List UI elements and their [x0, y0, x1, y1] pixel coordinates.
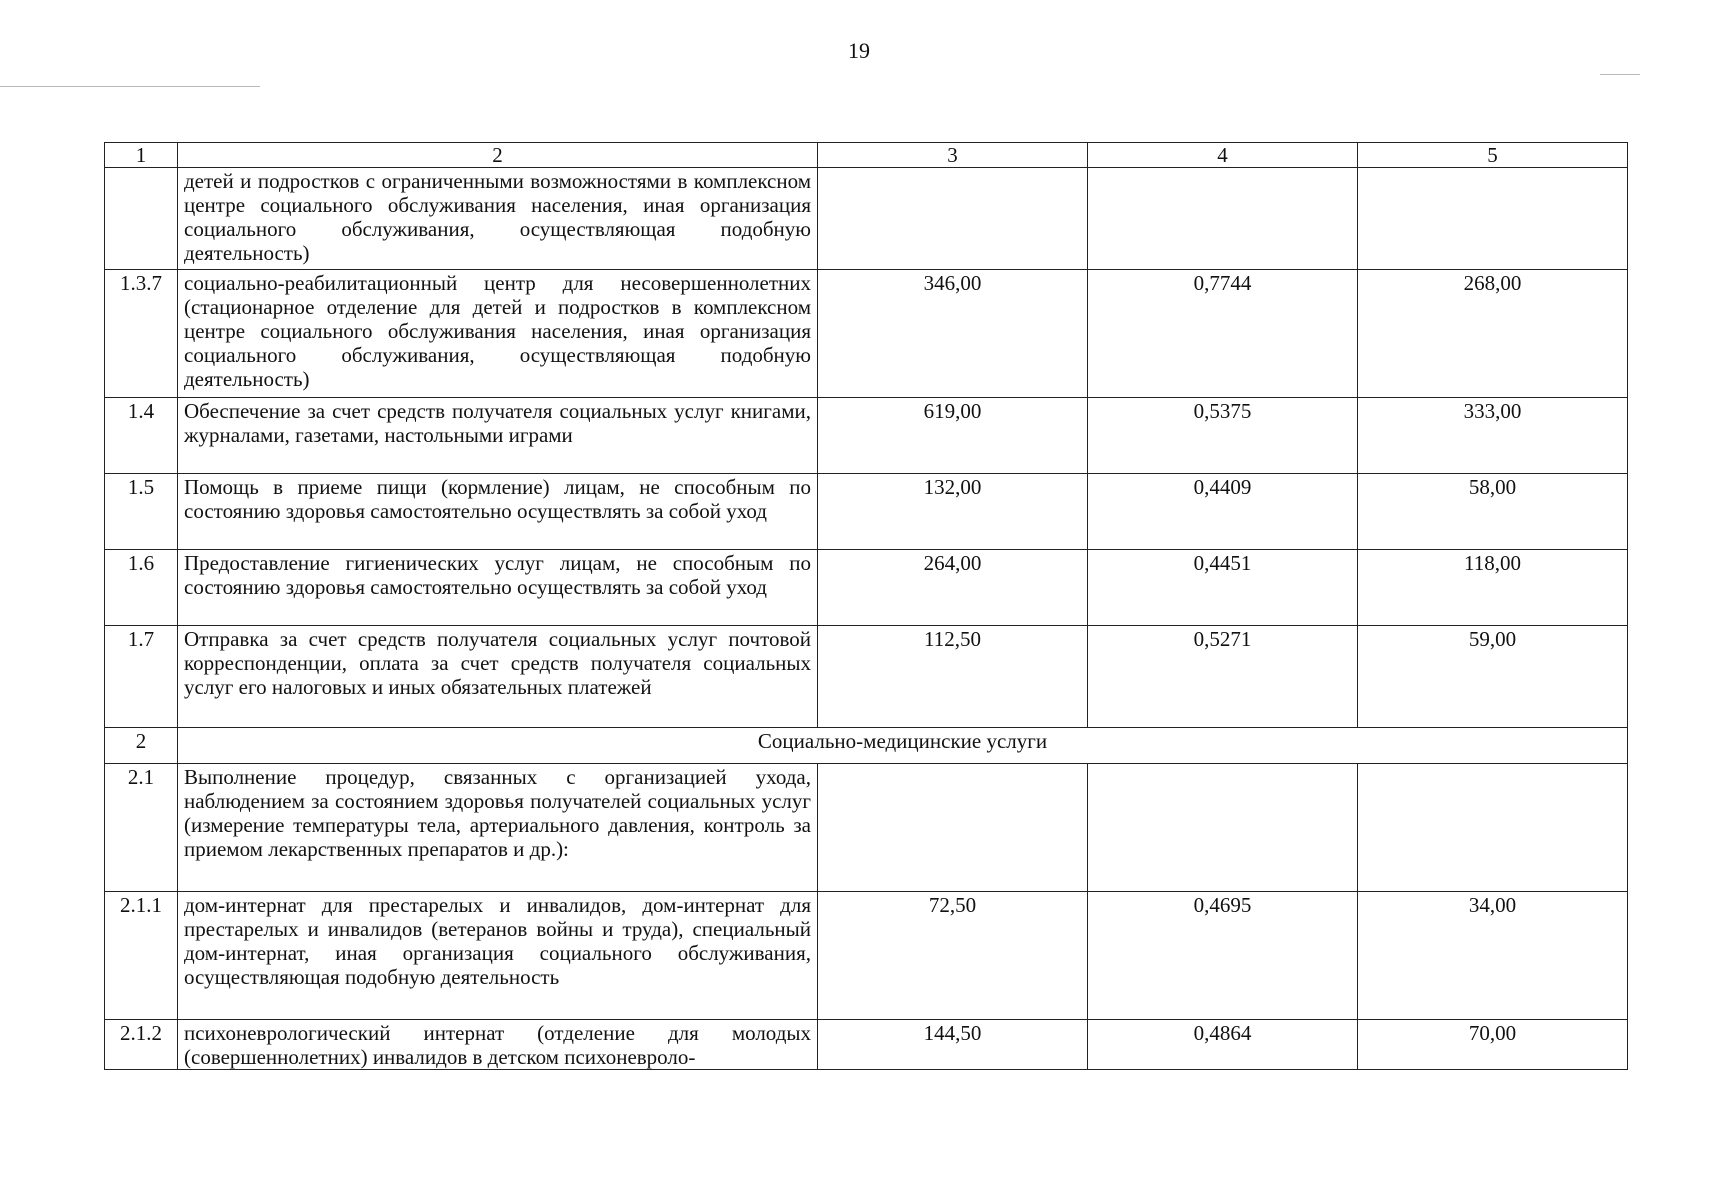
scan-artifact-line — [1600, 74, 1640, 75]
page-number: 19 — [848, 38, 870, 63]
row-number: 2.1.1 — [105, 892, 178, 1020]
row-number: 2.1.2 — [105, 1020, 178, 1070]
table-row — [105, 398, 1628, 474]
row-number: 1.3.7 — [105, 270, 178, 398]
row-value-4 — [1088, 764, 1358, 892]
row-value-3 — [818, 764, 1088, 892]
row-value-5: 268,00 — [1358, 270, 1628, 398]
row-value-4: 0,4864 — [1088, 1020, 1358, 1070]
table-row — [105, 1020, 1628, 1070]
row-value-3: 619,00 — [818, 398, 1088, 474]
row-value-4: 0,7744 — [1088, 270, 1358, 398]
row-number: 1.6 — [105, 550, 178, 626]
row-number: 1.7 — [105, 626, 178, 728]
section-title: Социально-медицинские услуги — [178, 728, 1628, 764]
row-value-4 — [1088, 168, 1358, 270]
row-value-5: 70,00 — [1358, 1020, 1628, 1070]
header-cell: 5 — [1358, 143, 1628, 168]
row-value-3: 112,50 — [818, 626, 1088, 728]
row-value-5 — [1358, 764, 1628, 892]
row-description: психоневрологический интернат (отделение для молодых (совершеннолетних) инвалидов в детском психоневроло- — [178, 1020, 818, 1070]
header-cell: 3 — [818, 143, 1088, 168]
row-value-4: 0,4409 — [1088, 474, 1358, 550]
scan-artifact-line — [0, 86, 260, 87]
table-row — [105, 474, 1628, 550]
row-value-5: 59,00 — [1358, 626, 1628, 728]
table-row — [105, 550, 1628, 626]
header-cell: 1 — [105, 143, 178, 168]
row-value-5: 118,00 — [1358, 550, 1628, 626]
row-value-3 — [818, 168, 1088, 270]
row-value-3: 346,00 — [818, 270, 1088, 398]
row-value-3: 72,50 — [818, 892, 1088, 1020]
row-description: Помощь в приеме пищи (кормление) лицам, не способным по состоянию здоровья самостоятельно осуществлять за собой уход — [178, 474, 818, 550]
row-number: 2.1 — [105, 764, 178, 892]
row-description: детей и подростков с ограниченными возможностями в комплексном центре социального обслуживания населения, иная организация социального обслуживания, осуществляющая подобную деятельность) — [178, 168, 818, 270]
row-number — [105, 168, 178, 270]
section-row — [105, 728, 1628, 764]
header-cell: 2 — [178, 143, 818, 168]
row-value-5: 58,00 — [1358, 474, 1628, 550]
table-row — [105, 892, 1628, 1020]
row-value-3: 144,50 — [818, 1020, 1088, 1070]
row-value-4: 0,5271 — [1088, 626, 1358, 728]
row-description: Обеспечение за счет средств получателя социальных услуг книгами, журналами, газетами, настольными играми — [178, 398, 818, 474]
section-number: 2 — [105, 728, 178, 764]
row-description: дом-интернат для престарелых и инвалидов, дом-интернат для престарелых и инвалидов (ветеранов войны и труда), специальный дом-интернат, иная организация социального обслуживания, осуществляющая подобную деятельность — [178, 892, 818, 1020]
row-number: 1.5 — [105, 474, 178, 550]
row-value-4: 0,5375 — [1088, 398, 1358, 474]
row-description: Предоставление гигиенических услуг лицам, не способным по состоянию здоровья самостоятельно осуществлять за собой уход — [178, 550, 818, 626]
row-value-3: 132,00 — [818, 474, 1088, 550]
row-value-4: 0,4451 — [1088, 550, 1358, 626]
table-row — [105, 626, 1628, 728]
row-number: 1.4 — [105, 398, 178, 474]
table-header-row — [105, 143, 1628, 168]
row-value-5: 333,00 — [1358, 398, 1628, 474]
header-cell: 4 — [1088, 143, 1358, 168]
services-table — [104, 142, 1628, 1070]
table-row — [105, 270, 1628, 398]
row-value-5: 34,00 — [1358, 892, 1628, 1020]
row-value-4: 0,4695 — [1088, 892, 1358, 1020]
table-row — [105, 168, 1628, 270]
row-description: Выполнение процедур, связанных с организацией ухода, наблюдением за состоянием здоровья получателей социальных услуг (измерение температуры тела, артериального давления, контроль за приемом лекарственных препаратов и др.): — [178, 764, 818, 892]
row-value-3: 264,00 — [818, 550, 1088, 626]
table-row — [105, 764, 1628, 892]
row-value-5 — [1358, 168, 1628, 270]
row-description: социально-реабилитационный центр для несовершеннолетних (стационарное отделение для детей и подростков в комплексном центре социального обслуживания населения, иная организация социального обслуживания, осуществляющая подобную деятельность) — [178, 270, 818, 398]
row-description: Отправка за счет средств получателя социальных услуг почтовой корреспонденции, оплата за счет средств получателя социальных услуг его налоговых и иных обязательных платежей — [178, 626, 818, 728]
